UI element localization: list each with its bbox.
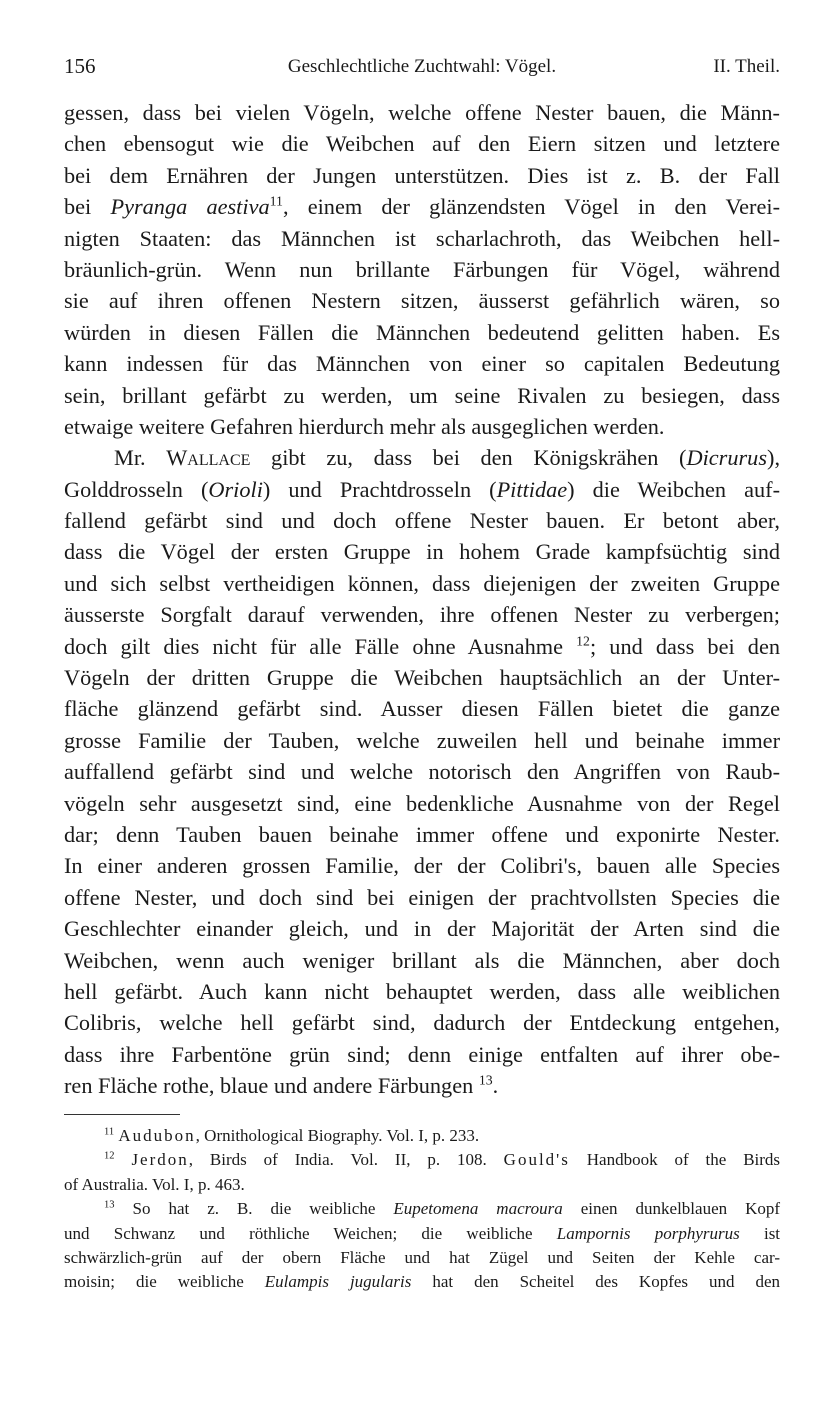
text-line: offene Nester, und doch sind bei einigen der prachtvollsten Species die <box>64 884 780 910</box>
text-line: dass ihre Farbentöne grün sind; denn einige entfalten auf ihrer obe- <box>64 1041 780 1067</box>
text-fragment: gibt zu, dass bei den Königskrähen ( <box>271 445 687 471</box>
text-fragment: bei <box>64 194 92 220</box>
text-line: nigten Staaten: das Männchen ist scharlachroth, das Weibchen hell- <box>64 225 780 251</box>
text-line: Vögeln der dritten Gruppe die Weibchen hauptsächlich an der Unter- <box>64 665 780 691</box>
running-title: Geschlechtliche Zuchtwahl: Vögel. <box>287 56 557 77</box>
footnote-11 <box>64 1124 780 1148</box>
text-line: dar; denn Tauben bauen beinahe immer offene und exponirte Nester. <box>64 821 780 847</box>
text-line: äusserste Sorgfalt darauf verwenden, ihre offenen Nester zu verbergen; <box>64 602 780 628</box>
author-name: Wallace <box>166 445 251 471</box>
text-fragment: ) und Prachtdrosseln ( <box>262 476 497 502</box>
text-line: auffallend gefärbt sind und welche notorisch den Angriffen von Raub- <box>64 759 780 785</box>
text-fragment: . <box>492 1073 499 1099</box>
text-line: und sich selbst vertheidigen können, dass diejenigen der zweiten Gruppe <box>64 570 780 596</box>
text-line: kann indessen für das Männchen von einer so capitalen Bedeutung <box>64 351 780 377</box>
footnote-author: Jerdon <box>131 1150 189 1170</box>
text-line <box>64 1070 780 1101</box>
genus-name: Dicrurus <box>686 445 768 471</box>
text-fragment: ren Fläche rothe, blaue und andere Färbungen <box>64 1073 474 1099</box>
main-text <box>64 97 780 1102</box>
footnote-mark: 12 <box>104 1150 115 1162</box>
text-line: hell gefärbt. Auch kann nicht behauptet werden, dass alle weiblichen <box>64 978 780 1004</box>
footnote-divider <box>64 1114 180 1115</box>
footnote-13-cont <box>64 1270 780 1294</box>
family-name: Pittidae <box>496 476 568 502</box>
footnote-13-cont: schwärzlich-grün auf der obern Fläche und hat Zügel und Seiten der Kehle car- <box>64 1247 780 1267</box>
footnote-13-cont <box>64 1222 780 1246</box>
footnote-text: , Birds of India. Vol. II, p. 108. <box>188 1150 487 1170</box>
text-fragment: ; und dass bei den <box>589 633 781 659</box>
text-fragment: Golddrosseln ( <box>64 476 209 502</box>
species-name: Eupetomena macroura <box>393 1199 563 1219</box>
text-line: fallend gefärbt sind und doch offene Nester bauen. Er betont aber, <box>64 508 780 534</box>
footnotes <box>64 1124 780 1295</box>
footnote-12-cont: of Australia. Vol. I, p. 463. <box>64 1174 245 1194</box>
text-line: dass die Vögel der ersten Gruppe in hohem Grade kampfsüchtig sind <box>64 539 780 565</box>
text-line: bräunlich-grün. Wenn nun brillante Färbungen für Vögel, während <box>64 256 780 282</box>
genus-name: Orioli <box>208 476 263 502</box>
page-number: 156 <box>64 54 96 78</box>
running-header <box>64 52 780 84</box>
footnote-text: So hat z. B. die weibliche <box>132 1199 376 1219</box>
text-line: grosse Familie der Tauben, welche zuweilen hell und beinahe immer <box>64 727 780 753</box>
text-fragment: Mr. <box>114 445 146 471</box>
footnote-author: Gould's <box>503 1150 570 1170</box>
text-line: fläche glänzend gefärbt sind. Ausser diesen Fällen bietet die ganze <box>64 696 780 722</box>
text-line: Geschlechter einander gleich, und in der Majorität der Arten sind die <box>64 916 780 942</box>
footnote-text: und Schwanz und röthliche Weichen; die weibliche <box>64 1223 533 1243</box>
text-fragment: doch gilt dies nicht für alle Fälle ohne Ausnahme <box>64 633 563 659</box>
species-name: Pyranga aestiva <box>110 194 270 220</box>
text-line: Colibris, welche hell gefärbt sind, dadurch der Entdeckung entgehen, <box>64 1010 780 1036</box>
text-fragment: ) die Weibchen auf- <box>567 476 780 502</box>
text-line: In einer anderen grossen Familie, der der Colibri's, bauen alle Species <box>64 853 780 879</box>
footnote-13 <box>64 1197 780 1221</box>
text-line <box>64 631 780 662</box>
text-line: Weibchen, wenn auch weniger brillant als die Männchen, aber doch <box>64 947 780 973</box>
text-line <box>64 474 780 505</box>
footnote-12 <box>64 1148 780 1172</box>
footnote-text: , Ornithological Biography. Vol. I, p. 233. <box>195 1126 480 1145</box>
footnote-text: Handbook of the Birds <box>586 1150 781 1170</box>
text-line: würden in diesen Fällen die Männchen bedeutend gelitten haben. Es <box>64 319 780 345</box>
text-line: bei dem Ernähren der Jungen unterstützen. Dies ist z. B. der Fall <box>64 162 780 188</box>
footnote-mark: 11 <box>104 1126 115 1138</box>
footnote-text: ist <box>763 1223 781 1243</box>
text-line: etwaige weitere Gefahren hierdurch mehr als ausgeglichen werden. <box>64 413 665 439</box>
footnote-ref: 11 <box>269 193 283 209</box>
footnote-ref: 12 <box>576 633 590 649</box>
text-line: gessen, dass bei vielen Vögeln, welche offene Nester bauen, die Männ- <box>64 100 780 125</box>
text-line: sie auf ihren offenen Nestern sitzen, äusserst gefährlich wären, so <box>64 288 780 314</box>
species-name: Eulampis jugularis <box>264 1272 412 1292</box>
footnote-text: einen dunkelblauen Kopf <box>580 1199 781 1219</box>
footnote-text: moisin; die weibliche <box>64 1272 244 1292</box>
footnote-mark: 13 <box>104 1199 115 1211</box>
text-line: chen ebensogut wie die Weibchen auf den Eiern sitzen und letztere <box>64 131 780 157</box>
footnote-text: hat den Scheitel des Kopfes und den <box>432 1272 781 1292</box>
part-label: II. Theil. <box>713 56 780 77</box>
text-line <box>64 442 780 473</box>
text-line: vögeln sehr ausgesetzt sind, eine bedenkliche Ausnahme von der Regel <box>64 790 780 816</box>
footnote-ref: 13 <box>478 1072 493 1088</box>
species-name: Lampornis porphyrurus <box>556 1223 740 1243</box>
text-line <box>64 191 780 222</box>
text-fragment: ), <box>767 445 781 471</box>
text-fragment: , einem der glänzendsten Vögel in den Verei- <box>282 194 780 220</box>
text-line: sein, brillant gefärbt zu werden, um seine Rivalen zu besiegen, dass <box>64 382 780 408</box>
footnote-author: Audubon <box>118 1126 196 1145</box>
